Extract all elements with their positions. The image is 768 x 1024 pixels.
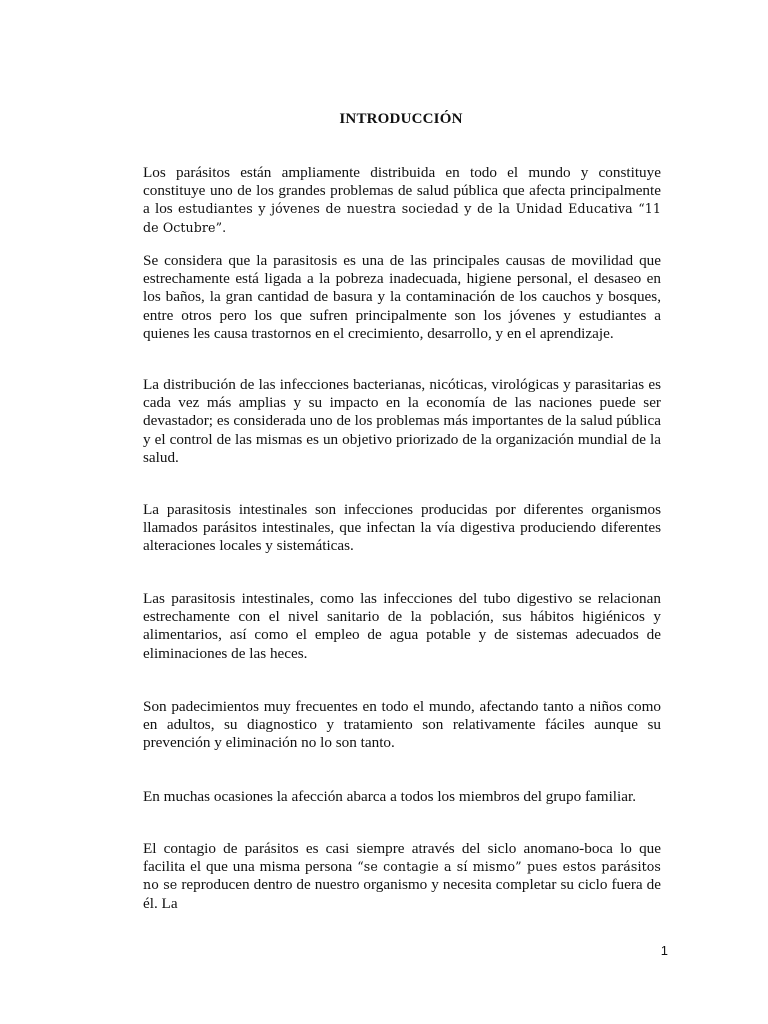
paragraph-8 [143, 840, 661, 913]
paragraph-8-text: El contagio de parásitos es casi siempre através del siclo anomano-boca lo que facilita el que una misma persona [143, 840, 661, 876]
paragraph-3 [143, 376, 661, 467]
paragraph-2-text: Se considera que la parasitosis es una de las principales causas de movilidad que estrechamente está ligada a la pobreza inadecuada, higiene personal, el desaseo en los baños, la gran cantidad de basura y la contaminación de los cauchos y bosques, entre otros pero los que sufren principalmente son los jóvenes y estudiantes a quienes les causa trastornos en el crecimiento, desarrollo, y en el aprendizaje. [143, 252, 661, 342]
paragraph-3-text: La distribución de las infecciones bacterianas, nicóticas, virológicas y parasitarias es cada vez más amplias y su impacto en la economía de las naciones puede ser devastador; es considerada uno de los problemas más importantes de la salud pública y el control de las mismas es un objetivo priorizado de la organización mundial de la salud. [143, 376, 661, 466]
paragraph-7 [143, 788, 661, 806]
paragraph-5-text: Las parasitosis intestinales, como las infecciones del tubo digestivo se relacionan estrechamente con el nivel sanitario de la población, sus hábitos higiénicos y alimentarios, así como el empleo de agua potable y de sistemas adecuados de eliminaciones de las heces. [143, 590, 661, 662]
paragraph-5 [143, 590, 661, 663]
paragraph-2 [143, 252, 661, 343]
paragraph-1-text-cont: estudiantes y jóvenes de nuestra sociedad y de la Unidad Educativa “11 de Octubre”. [143, 201, 662, 235]
paragraph-7-text: En muchas ocasiones la afección abarca a todos los miembros del grupo familiar. [143, 788, 637, 805]
paragraph-1-text: Los parásitos están ampliamente distribuida en todo el mundo y constituye constituye uno de los grandes problemas de salud pública que afecta principalmente a los [143, 164, 661, 218]
paragraph-6-text: Son padecimientos muy frecuentes en todo el mundo, afectando tanto a niños como en adultos, su diagnostico y tratamiento son relativamente fáciles aunque su prevención y eliminación no lo son tanto. [143, 698, 661, 752]
paragraph-8-quote: “se contagie a sí mismo” pues estos parásitos no se [143, 859, 661, 893]
paragraph-8-text-cont: reproducen dentro de nuestro organismo y necesita completar su ciclo fuera de él. La [143, 876, 661, 912]
page-number: 1 [660, 943, 668, 958]
paragraph-6 [143, 698, 661, 753]
page-title: INTRODUCCIÓN [339, 111, 463, 127]
paragraph-4-text: La parasitosis intestinales son infecciones producidas por diferentes organismos llamados parásitos intestinales, que infectan la vía digestiva produciendo diferentes alteraciones locales y sistemáticas. [143, 501, 661, 555]
paragraph-1 [143, 164, 661, 237]
paragraph-4 [143, 501, 661, 556]
